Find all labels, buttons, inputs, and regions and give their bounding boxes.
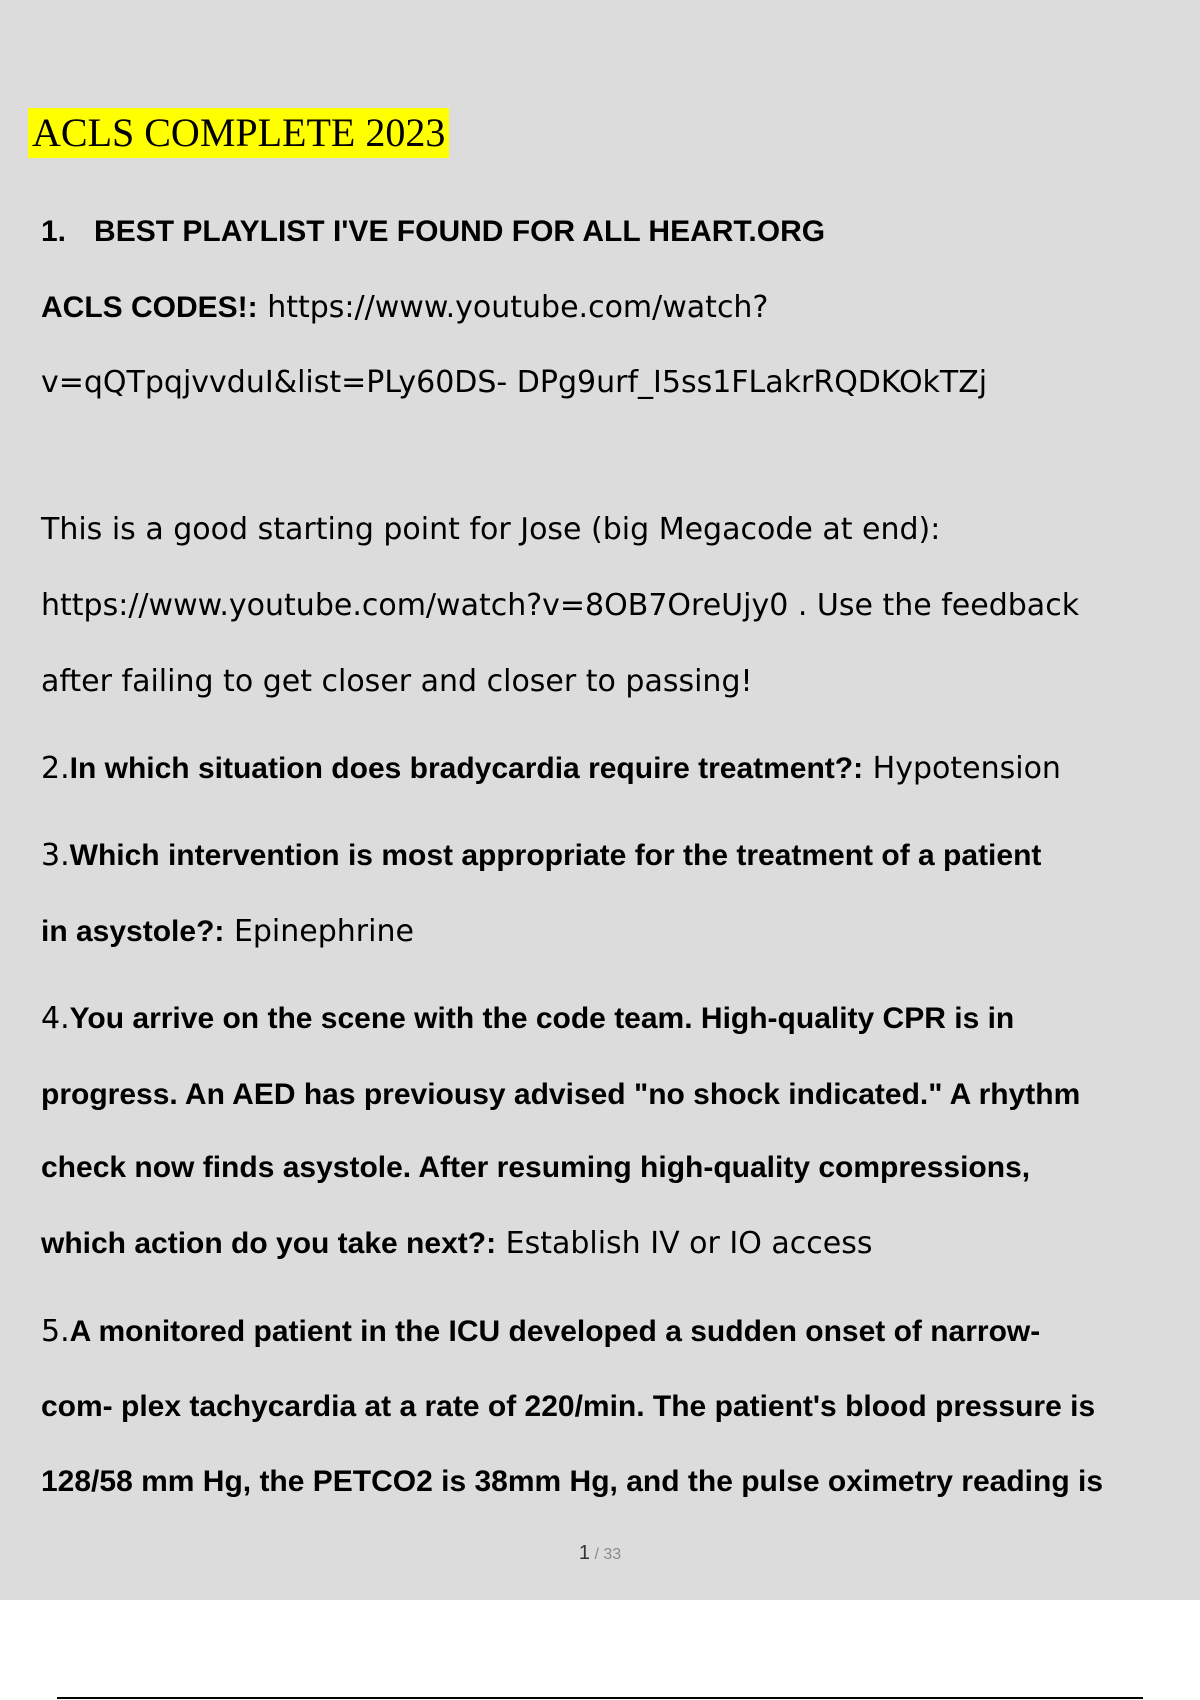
item-3-question-line-1: Which intervention is most appropriate for the treatment of a patient (69, 839, 1042, 872)
item-4-question-line-4: which action do you take next?: (41, 1227, 497, 1260)
item-4-question-line-2: progress. An AED has previousy advised "no shock indicated." A rhythm (41, 1078, 1081, 1111)
item-5-question-line-2: com- plex tachycardia at a rate of 220/min. The patient's blood pressure is (41, 1390, 1096, 1423)
document-title: ACLS COMPLETE 2023 (28, 108, 449, 158)
item-4-answer: Establish IV or IO access (505, 1226, 873, 1261)
item-5-question-line-1: A monitored patient in the ICU developed a sudden onset of narrow- (69, 1315, 1041, 1348)
item-1-answer-line-2: https://www.youtube.com/watch? (267, 290, 769, 325)
page-current: 1 (578, 1542, 590, 1564)
page-indicator (0, 1542, 1200, 1565)
item-3-line-1 (41, 838, 1041, 873)
item-1-question-line-1: BEST PLAYLIST I'VE FOUND FOR ALL HEART.ORG (94, 215, 826, 248)
item-2-question: In which situation does bradycardia require treatment?: (69, 752, 864, 785)
item-3-answer: Epinephrine (233, 914, 414, 949)
item-1-answer-line-3: v=qQTpqjvvduI&list=PLy60DS- DPg9urf_I5ss1FLakrRQDKOkTZj (41, 365, 988, 400)
item-3-question-line-2: in asystole?: (41, 915, 225, 948)
item-4-line-1 (41, 1001, 1014, 1036)
item-2-answer: Hypotension (872, 751, 1061, 786)
item-1-note-line-1: This is a good starting point for Jose (big Megacode at end): (41, 512, 941, 547)
item-5-question-line-3: 128/58 mm Hg, the PETCO2 is 38mm Hg, and the pulse oximetry reading is (41, 1465, 1103, 1498)
item-4-question-line-1: You arrive on the scene with the code team. High-quality CPR is in (69, 1002, 1015, 1035)
item-3-line-2 (41, 914, 414, 949)
item-4-line-4 (41, 1226, 872, 1261)
item-2-line-1 (41, 751, 1061, 786)
item-1-note-line-2: https://www.youtube.com/watch?v=8OB7OreUjy0 . Use the feedback (41, 588, 1080, 623)
item-1-question-line-2: ACLS CODES!: (41, 291, 258, 324)
item-4-line-2 (41, 1077, 1080, 1112)
page-total: / 33 (594, 1546, 622, 1563)
next-page-divider (57, 1697, 1143, 1699)
item-4-number: 4. (41, 1001, 70, 1036)
item-1-note-line-3: after failing to get closer and closer to passing! (41, 664, 753, 699)
item-5-line-3 (41, 1464, 1103, 1499)
item-1-line-1 (41, 214, 825, 249)
item-1-number: 1. (41, 215, 67, 248)
item-3-number: 3. (41, 838, 70, 873)
item-1-line-2 (41, 290, 768, 325)
item-5-line-1 (41, 1314, 1040, 1349)
item-2-number: 2. (41, 751, 70, 786)
item-5-line-2 (41, 1389, 1095, 1424)
item-4-line-3 (41, 1150, 1030, 1185)
item-4-question-line-3: check now finds asystole. After resuming high-quality compressions, (41, 1151, 1031, 1184)
item-5-number: 5. (41, 1314, 70, 1349)
